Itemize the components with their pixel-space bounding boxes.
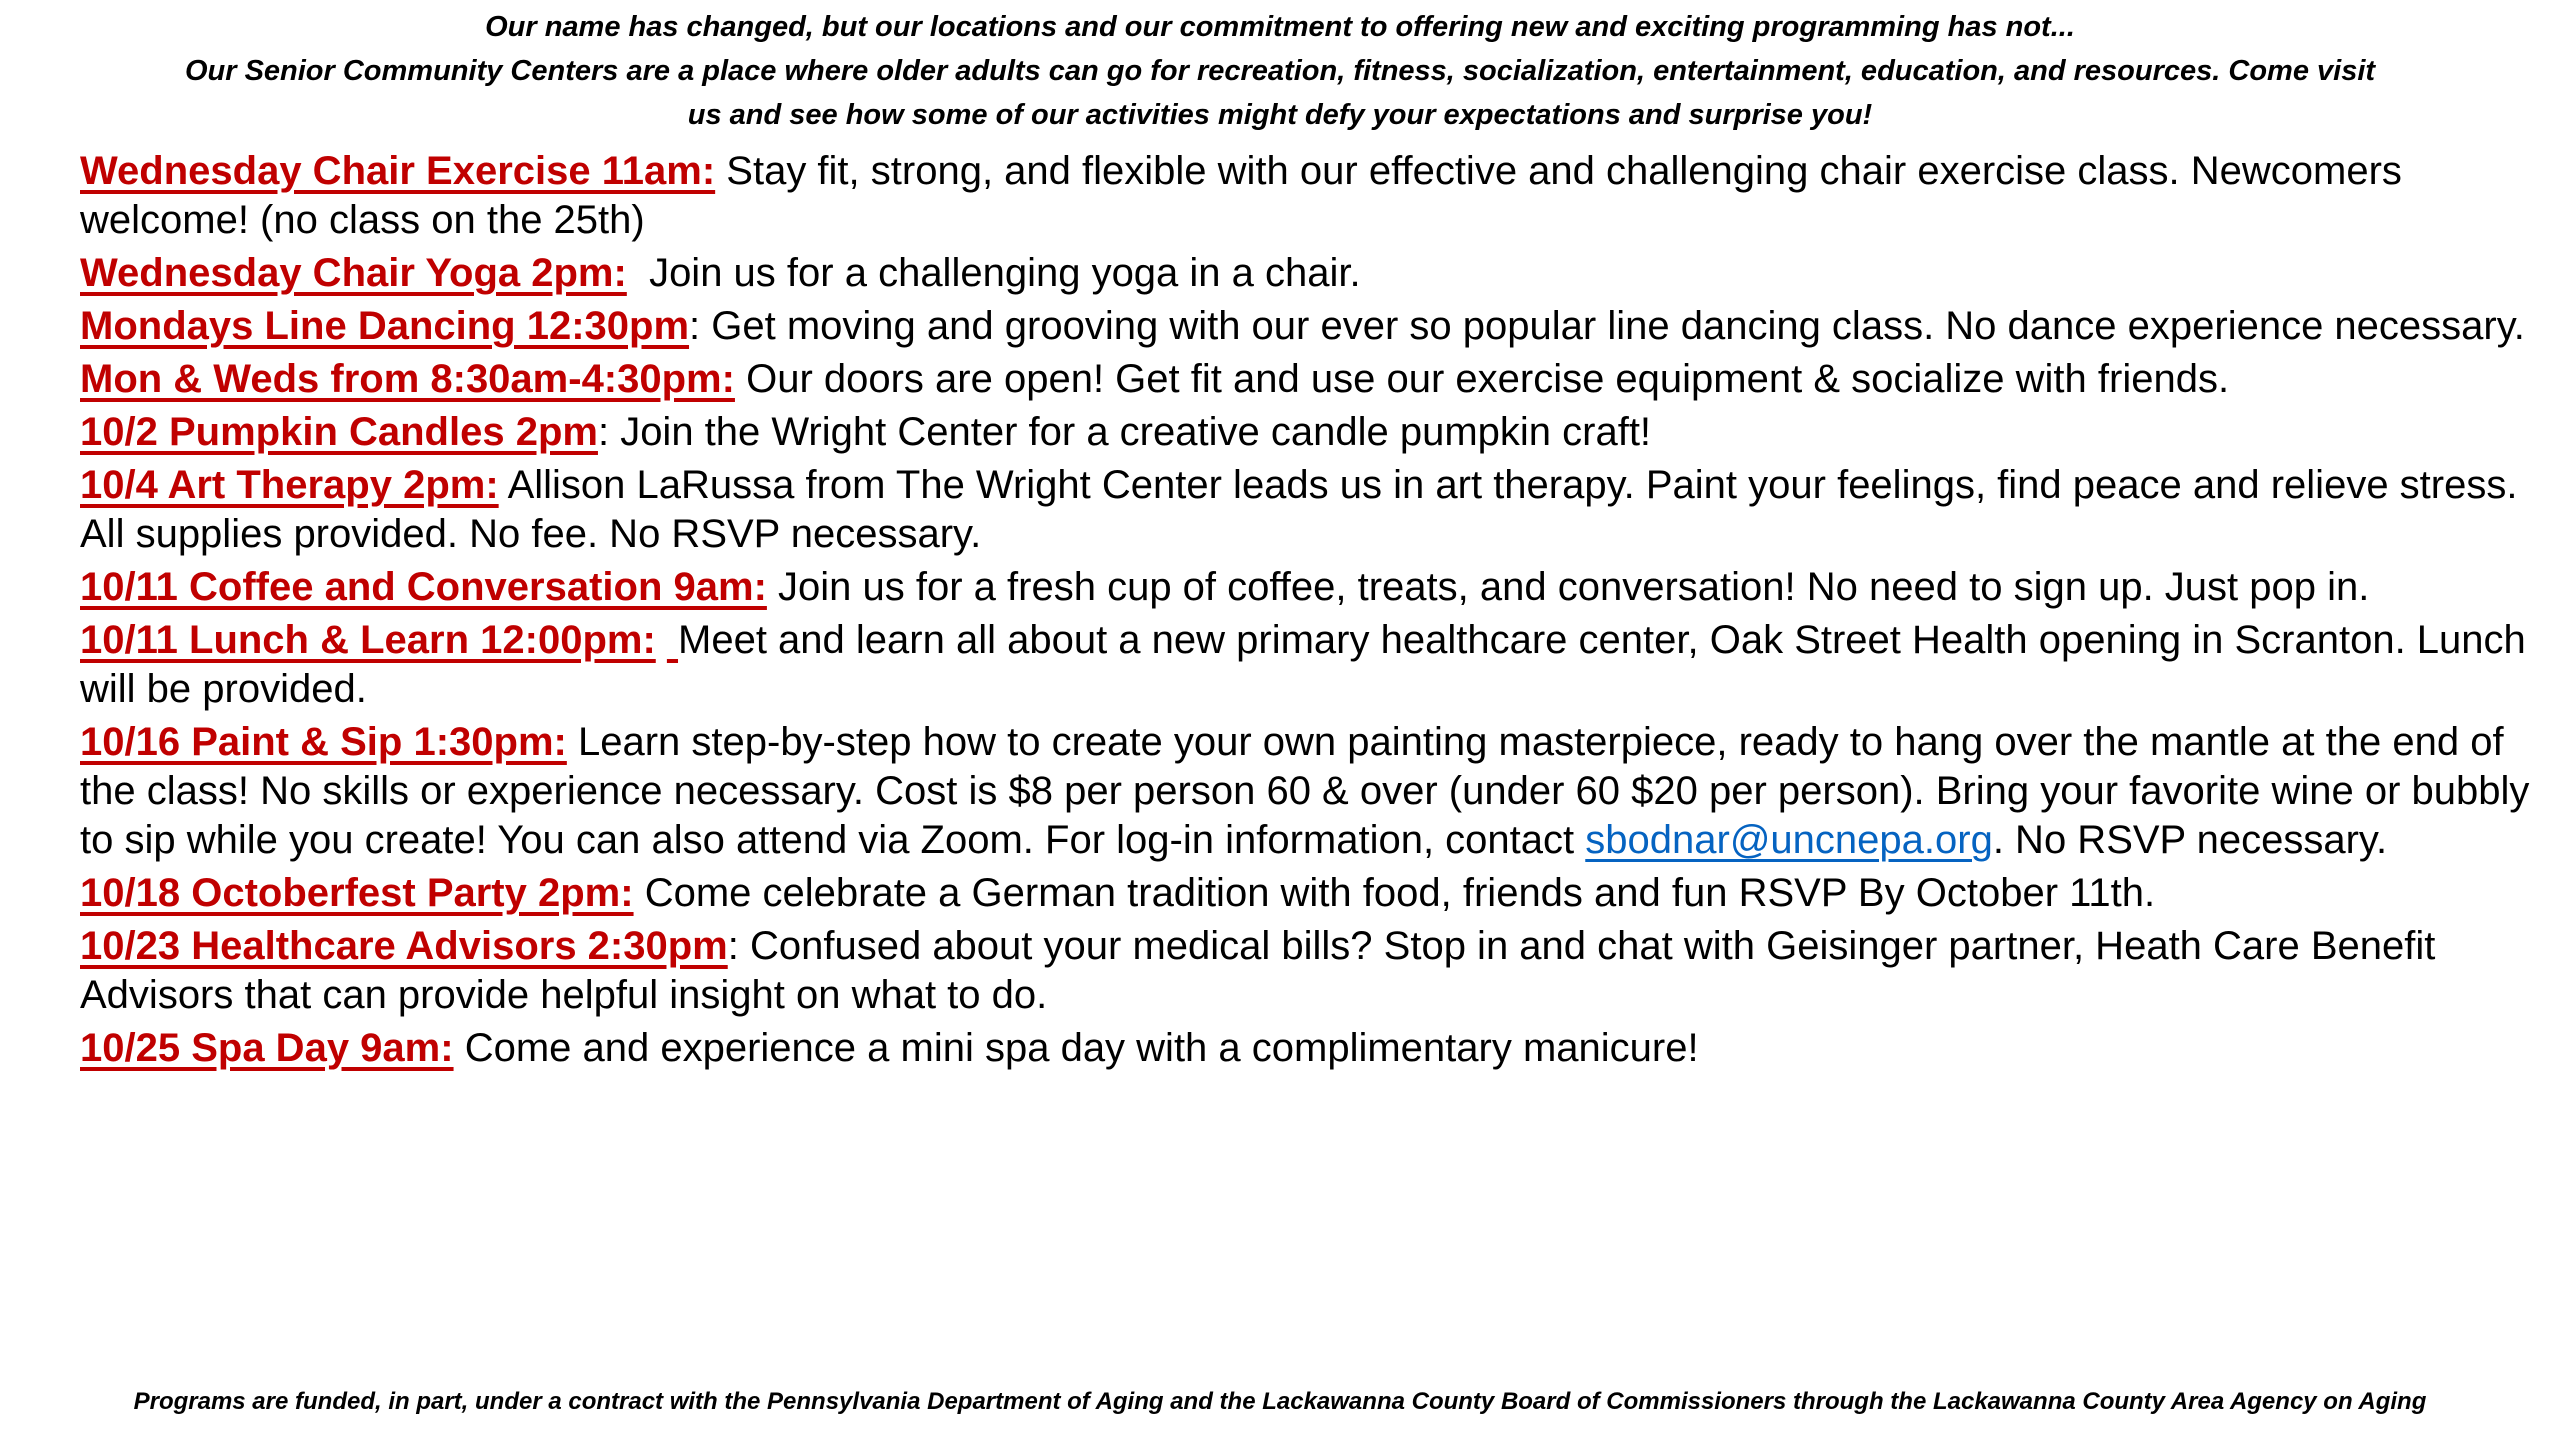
event-open-hours (80, 355, 2536, 404)
event-description: Join us for a fresh cup of coffee, treats, and conversation! No need to sign up. Just pop in. (778, 565, 2370, 609)
event-separator (634, 871, 645, 915)
event-description: Join us for a challenging yoga in a chair. (649, 251, 1361, 295)
intro-line-3: us and see how some of our activities might defy your expectations and surprise you! (687, 99, 1873, 131)
event-heading: 10/4 Art Therapy 2pm: (80, 463, 499, 507)
event-separator (499, 463, 508, 507)
intro-header (0, 0, 2560, 137)
event-description: Stay fit, strong, and flexible with our effective and challenging chair exercise class. Newcomers welcome! (no class on the 25th) (80, 149, 2414, 242)
event-paint-sip (80, 718, 2541, 865)
event-description: Get moving and grooving with our ever so popular line dancing class. No dance experience necessary. (711, 304, 2525, 348)
event-heading: 10/11 Coffee and Conversation 9am: (80, 565, 767, 609)
event-description: Confused about your medical bills? Stop in and chat with Geisinger partner, Heath Care Benefit Advisors that can provide helpful insight on what to do. (80, 924, 2445, 1017)
events-list (80, 147, 2541, 1073)
event-heading-tail (667, 618, 678, 662)
event-separator (627, 251, 649, 295)
event-heading: 10/16 Paint & Sip 1:30pm: (80, 720, 567, 764)
event-coffee-conversation (80, 563, 2536, 612)
event-description: Our doors are open! Get fit and use our exercise equipment & socialize with friends. (746, 357, 2230, 401)
event-chair-yoga (80, 249, 2536, 298)
intro-line-2: Our Senior Community Centers are a place where older adults can go for recreation, fitness, socialization, entertainment, education, and resources. Come visit (184, 55, 2376, 87)
funding-text: Programs are funded, in part, under a contract with the Pennsylvania Department of Aging and the Lackawanna County Board of Commissioners through the Lackawanna County Area Agency on Aging (133, 1388, 2427, 1415)
event-lunch-learn (80, 616, 2536, 714)
event-separator (767, 565, 778, 609)
event-separator (656, 618, 667, 662)
event-description-after-link: . No RSVP necessary. (1992, 818, 2388, 862)
event-heading: 10/11 Lunch & Learn 12:00pm: (80, 618, 656, 662)
event-heading: Mondays Line Dancing 12:30pm (80, 304, 690, 348)
event-separator: : (597, 410, 621, 454)
event-healthcare-advisors (80, 922, 2536, 1020)
event-separator (715, 149, 726, 193)
event-pumpkin-candles (80, 408, 2536, 457)
event-heading: Wednesday Chair Yoga 2pm: (80, 251, 627, 295)
intro-line-1: Our name has changed, but our locations and our commitment to offering new and exciting programming has not... (485, 11, 2075, 43)
event-separator (454, 1026, 465, 1070)
event-spa-day (80, 1024, 2536, 1073)
event-heading: Wednesday Chair Exercise 11am: (80, 149, 716, 193)
event-heading: 10/25 Spa Day 9am: (80, 1026, 454, 1070)
event-line-dancing (80, 302, 2536, 351)
event-separator: : (727, 924, 750, 968)
event-description: Come and experience a mini spa day with a complimentary manicure! (464, 1026, 1699, 1070)
event-heading: Mon & Weds from 8:30am-4:30pm: (80, 357, 735, 401)
event-art-therapy (80, 461, 2536, 559)
event-description: Learn step-by-step how to create your own painting masterpiece, ready to hang over the mantle at the end of the class! No skills or experience necessary. Cost is $8 per person 60 & over (under 60 $20 per person). Bring your favorite wine or bubbly to sip while you create! You can also attend via Zoom. For log-in information, contact (80, 720, 2541, 862)
event-separator: : (689, 304, 712, 348)
event-heading: 10/23 Healthcare Advisors 2:30pm (80, 924, 728, 968)
event-chair-exercise (80, 147, 2536, 245)
event-description: Join the Wright Center for a creative candle pumpkin craft! (620, 410, 1652, 454)
event-separator (567, 720, 578, 764)
funding-footer (0, 1388, 2560, 1416)
email-link[interactable]: sbodnar@uncnepa.org (1585, 818, 1993, 862)
event-separator (735, 357, 746, 401)
event-heading: 10/18 Octoberfest Party 2pm: (80, 871, 634, 915)
event-octoberfest (80, 869, 2536, 918)
event-heading: 10/2 Pumpkin Candles 2pm (80, 410, 598, 454)
event-description: Allison LaRussa from The Wright Center leads us in art therapy. Paint your feelings, find peace and relieve stress. All supplies provided. No fee. No RSVP necessary. (80, 463, 2527, 556)
event-description: Meet and learn all about a new primary healthcare center, Oak Street Health opening in Scranton. Lunch will be provided. (80, 618, 2537, 711)
event-description: Come celebrate a German tradition with food, friends and fun RSVP By October 11th. (644, 871, 2156, 915)
